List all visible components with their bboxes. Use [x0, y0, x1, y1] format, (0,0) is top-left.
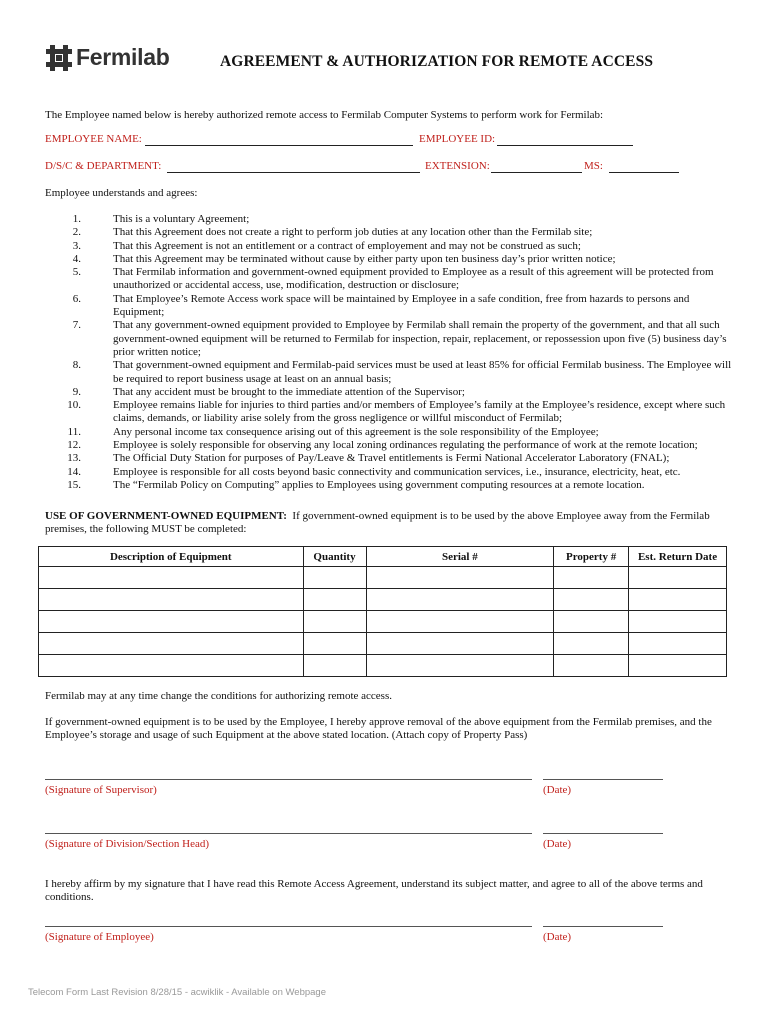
- logo-text: Fermilab: [76, 44, 170, 70]
- division-signature-line[interactable]: [45, 833, 532, 834]
- list-item-text: The “Fermilab Policy on Computing” applies to Employees using government computing resources at a remote location.: [113, 478, 645, 491]
- list-item-text: That this Agreement does not create a right to perform job duties at any location other than the Fermilab site;: [113, 226, 593, 239]
- table-cell[interactable]: [39, 589, 304, 611]
- col-description: Description of Equipment: [39, 547, 304, 567]
- table-row: [39, 633, 727, 655]
- ms-label: MS:: [584, 160, 603, 172]
- table-cell[interactable]: [554, 589, 629, 611]
- list-item-text: Employee is responsible for all costs beyond basic connectivity and communication services, i.e., insurance, electricity, heat, etc.: [113, 465, 681, 478]
- list-item-number: 4.: [72, 252, 81, 265]
- table-cell[interactable]: [303, 589, 366, 611]
- list-item: [45, 293, 735, 320]
- page-title: AGREEMENT & AUTHORIZATION FOR REMOTE ACCESS: [220, 53, 654, 70]
- col-serial: Serial #: [366, 547, 554, 567]
- list-item: [45, 319, 735, 359]
- list-item: [45, 479, 735, 492]
- table-cell[interactable]: [629, 655, 727, 677]
- extension-field[interactable]: [491, 172, 582, 173]
- list-item: [45, 226, 735, 239]
- agrees-label: Employee understands and agrees:: [45, 187, 198, 199]
- employee-name-field[interactable]: [145, 145, 413, 146]
- list-item-text: This is a voluntary Agreement;: [113, 213, 250, 225]
- employee-id-field[interactable]: [497, 145, 633, 146]
- table-row: [39, 589, 727, 611]
- list-item-number: 1.: [72, 213, 81, 225]
- division-date-label: (Date): [543, 838, 572, 850]
- list-item-number: 14.: [67, 465, 81, 478]
- list-item: [45, 253, 735, 266]
- list-item: [45, 426, 735, 439]
- fermilab-logo-icon: [46, 45, 72, 71]
- table-cell[interactable]: [366, 589, 554, 611]
- table-cell[interactable]: [629, 589, 727, 611]
- list-item-number: 6.: [72, 292, 81, 305]
- col-return-date: Est. Return Date: [629, 547, 727, 567]
- table-row: [39, 567, 727, 589]
- department-label: D/S/C & DEPARTMENT:: [45, 160, 162, 172]
- employee-date-line[interactable]: [543, 926, 663, 927]
- ms-field[interactable]: [609, 172, 679, 173]
- supervisor-date-label: (Date): [543, 784, 572, 796]
- equipment-heading: USE OF GOVERNMENT-OWNED EQUIPMENT:: [45, 510, 287, 522]
- equipment-section: [45, 510, 735, 537]
- list-item-number: 3.: [72, 239, 81, 252]
- table-cell[interactable]: [629, 611, 727, 633]
- list-item: [45, 240, 735, 253]
- division-date-line[interactable]: [543, 833, 663, 834]
- employee-name-label: EMPLOYEE NAME:: [45, 133, 142, 145]
- list-item-number: 5.: [72, 266, 81, 279]
- list-item-text: The Official Duty Station for purposes of Pay/Leave & Travel entitlements is Fermi National Accelerator Laboratory (FNAL);: [113, 452, 670, 465]
- table-cell[interactable]: [366, 611, 554, 633]
- intro-text: The Employee named below is hereby authorized remote access to Fermilab Computer Systems to perform work for Fermilab:: [45, 109, 604, 121]
- list-item-text: That any accident must be brought to the immediate attention of the Supervisor;: [113, 385, 465, 398]
- employee-signature-label: (Signature of Employee): [45, 931, 154, 943]
- supervisor-date-line[interactable]: [543, 779, 663, 780]
- list-item: [45, 439, 735, 452]
- employee-id-label: EMPLOYEE ID:: [419, 133, 496, 145]
- approval-text: If government-owned equipment is to be used by the Employee, I hereby approve removal of the above equipment from the Fermilab premises, and the Employee’s storage and usage of such Equipment at the above stated location. (Attach copy of Property Pass): [45, 716, 712, 742]
- employee-date-label: (Date): [543, 931, 572, 943]
- department-field[interactable]: [167, 172, 420, 173]
- col-quantity: Quantity: [303, 547, 366, 567]
- list-item-text: That Fermilab information and government-owned equipment provided to Employee as a result of this agreement will be protected from unauthorized or accidental access, use, modification, destruction or disclosure;: [113, 266, 714, 292]
- list-item-number: 10.: [67, 399, 81, 412]
- list-item-number: 11.: [67, 425, 81, 438]
- col-property: Property #: [554, 547, 629, 567]
- table-header-row: [39, 547, 727, 567]
- list-item: [45, 386, 735, 399]
- conditions-text: Fermilab may at any time change the conditions for authorizing remote access.: [45, 690, 392, 702]
- list-item-number: 7.: [72, 319, 81, 332]
- list-item-number: 9.: [72, 385, 81, 398]
- equipment-table: [38, 546, 727, 677]
- list-item: [45, 452, 735, 465]
- table-row: [39, 655, 727, 677]
- list-item: [45, 399, 735, 426]
- employee-signature-line[interactable]: [45, 926, 532, 927]
- list-item-text: That Employee’s Remote Access work space will be maintained by Employee in a safe condition, free from hazards to persons and Equipment;: [113, 292, 690, 319]
- list-item-text: That this Agreement is not an entitlement or a contract of employement and may not be construed as such;: [113, 239, 581, 252]
- division-signature-label: (Signature of Division/Section Head): [45, 838, 210, 850]
- footer-text: Telecom Form Last Revision 8/28/15 - acwiklik - Available on Webpage: [28, 987, 326, 998]
- table-cell[interactable]: [303, 611, 366, 633]
- table-cell[interactable]: [629, 567, 727, 589]
- list-item-text: That any government-owned equipment provided to Employee by Fermilab shall remain the property of the government, and that all such government-owned equipment will be returned to Fermilab for inspection, repair, replacement, or repossession upon five (5) business day’s prior written notice;: [113, 319, 727, 358]
- list-item-number: 2.: [72, 226, 81, 239]
- list-item-text: Employee is solely responsible for observing any local zoning ordinances regulating the performance of work at the remote location;: [113, 439, 698, 452]
- table-cell[interactable]: [303, 567, 366, 589]
- list-item: [45, 213, 735, 226]
- list-item: [45, 266, 735, 293]
- list-item-number: 15.: [67, 478, 81, 491]
- table-cell[interactable]: [39, 567, 304, 589]
- table-cell[interactable]: [629, 633, 727, 655]
- table-cell[interactable]: [554, 567, 629, 589]
- list-item: [45, 466, 735, 479]
- list-item-text: That government-owned equipment and Fermilab-paid services must be used at least 85% for official Fermilab business. The Employee will be required to report business usage at least on an annual basis;: [113, 359, 732, 385]
- table-cell[interactable]: [554, 633, 629, 655]
- table-cell[interactable]: [39, 633, 304, 655]
- list-item-number: 12.: [67, 439, 81, 452]
- extension-label: EXTENSION:: [425, 160, 490, 172]
- table-cell[interactable]: [366, 567, 554, 589]
- table-cell[interactable]: [303, 655, 366, 677]
- supervisor-signature-line[interactable]: [45, 779, 532, 780]
- equipment-text: If government-owned equipment is to be used by the above Employee away from the Fermilab premises, the following MUST be completed:: [45, 510, 710, 536]
- table-cell[interactable]: [303, 633, 366, 655]
- supervisor-signature-label: (Signature of Supervisor): [45, 784, 157, 796]
- table-row: [39, 611, 727, 633]
- fermilab-logo: [46, 44, 169, 71]
- list-item-number: 13.: [67, 452, 81, 465]
- list-item-text: Employee remains liable for injuries to third parties and/or members of Employee’s family at the Employee’s residence, except where such claims, demands, or liability arise solely from the gross negligence or willful misconduct of Fermilab;: [113, 399, 726, 425]
- table-cell[interactable]: [554, 655, 629, 677]
- list-item-text: Any personal income tax consequence arising out of this agreement is the sole responsibility of the Employee;: [113, 425, 599, 438]
- list-item-number: 8.: [72, 359, 81, 372]
- terms-list: [45, 213, 735, 492]
- affirm-text: I hereby affirm by my signature that I have read this Remote Access Agreement, understand its subject matter, and agree to all of the above terms and conditions.: [45, 878, 703, 904]
- table-cell[interactable]: [554, 611, 629, 633]
- table-cell[interactable]: [366, 655, 554, 677]
- table-cell[interactable]: [366, 633, 554, 655]
- table-cell[interactable]: [39, 611, 304, 633]
- list-item: [45, 359, 735, 386]
- list-item-text: That this Agreement may be terminated without cause by either party upon ten business day’s prior written notice;: [113, 252, 616, 265]
- table-cell[interactable]: [39, 655, 304, 677]
